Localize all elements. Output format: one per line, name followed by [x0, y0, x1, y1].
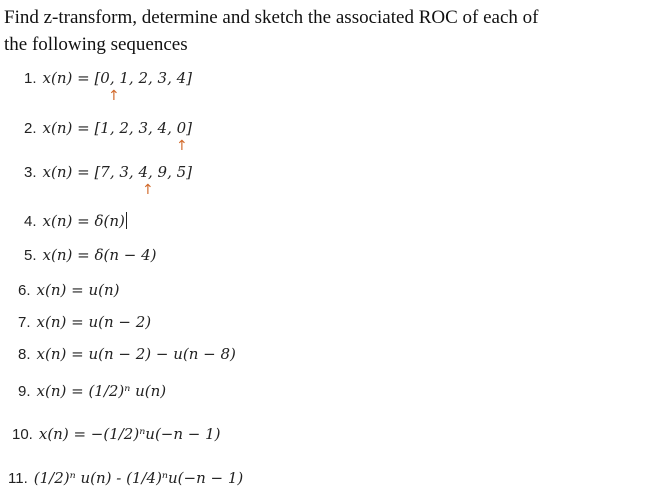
- item-expression: x(n) = u(n − 2): [36, 313, 152, 331]
- item-expression: x(n) = (1/2)ⁿ u(n): [36, 382, 167, 400]
- list-item-1: [24, 68, 192, 89]
- list-item-6: [18, 280, 119, 301]
- problem-statement-line-1: Find z-transform, determine and sketch the associated ROC of each of: [4, 7, 539, 28]
- list-item-11: [8, 468, 243, 489]
- item-expression: x(n) = u(n): [36, 281, 120, 299]
- item-expression: x(n) = [0, 1, 2, 3, 4]: [42, 69, 193, 87]
- item-expression: x(n) = [1, 2, 3, 4, 0]: [42, 119, 193, 137]
- list-item-9: [18, 381, 166, 402]
- item-number: 8.: [18, 346, 31, 363]
- list-item-10: [12, 424, 221, 445]
- item-number: 3.: [24, 164, 37, 181]
- item-number: 5.: [24, 247, 37, 264]
- origin-arrow-icon: ↑: [142, 182, 154, 198]
- item-number: 4.: [24, 213, 37, 230]
- text-cursor: [126, 212, 127, 229]
- item-number: 11.: [8, 470, 28, 487]
- item-expression: (1/2)ⁿ u(n) - (1/4)ⁿu(−n − 1): [33, 469, 244, 487]
- list-item-3: [24, 162, 192, 183]
- item-number: 2.: [24, 120, 37, 137]
- item-number: 7.: [18, 314, 31, 331]
- problem-statement-line-2: the following sequences: [4, 34, 188, 55]
- item-expression: x(n) = δ(n): [42, 212, 125, 230]
- item-number: 9.: [18, 383, 31, 400]
- list-item-5: [24, 245, 157, 266]
- item-expression: x(n) = −(1/2)ⁿu(−n − 1): [38, 425, 221, 443]
- item-number: 10.: [12, 426, 33, 443]
- origin-arrow-icon: ↑: [176, 138, 188, 154]
- list-item-2: [24, 118, 192, 139]
- list-item-8: [18, 344, 236, 365]
- item-expression: x(n) = u(n − 2) − u(n − 8): [36, 345, 236, 363]
- list-item-7: [18, 312, 151, 333]
- list-item-4: [24, 211, 127, 232]
- item-number: 6.: [18, 282, 31, 299]
- problem-statement: [4, 4, 652, 58]
- origin-arrow-icon: ↑: [108, 88, 120, 104]
- item-number: 1.: [24, 70, 37, 87]
- item-expression: x(n) = [7, 3, 4, 9, 5]: [42, 163, 193, 181]
- item-expression: x(n) = δ(n − 4): [42, 246, 157, 264]
